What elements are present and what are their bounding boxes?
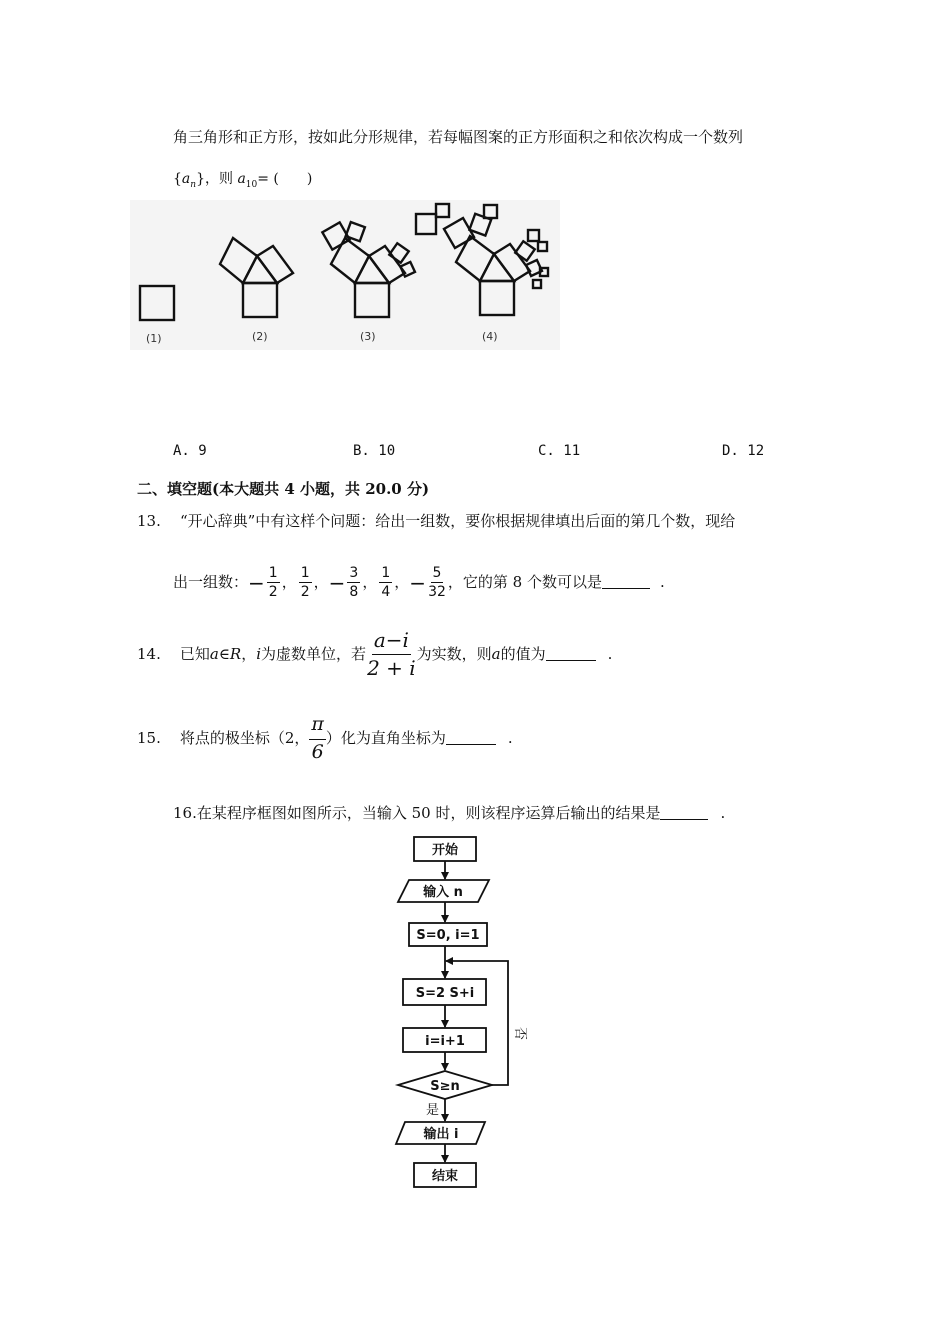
- flow-input-label: 输入 n: [423, 885, 463, 900]
- flow-end-label: 结束: [431, 1169, 459, 1184]
- q13-comma3: ，: [362, 573, 378, 591]
- q14-line: [137, 630, 612, 678]
- q14-a-in-r: a∈R: [209, 644, 242, 663]
- q13-term5-sign: −: [409, 570, 427, 595]
- q13-term5-den: 32: [428, 584, 446, 600]
- q13-term1: [267, 566, 280, 599]
- q12-a: a: [181, 171, 191, 187]
- option-c[interactable]: [538, 443, 580, 459]
- flowchart: [380, 830, 540, 1195]
- q14-frac-num: a−i: [372, 630, 411, 655]
- q15-frac-den: 6: [311, 741, 324, 763]
- q13-term2-num: 1: [300, 565, 310, 581]
- option-c-value: 11: [563, 443, 581, 459]
- section-heading: 二、填空题(本大题共 4 小题，共 20.0 分): [137, 480, 430, 498]
- q13-comma4: ，: [394, 573, 410, 591]
- q13-term5: [428, 566, 446, 599]
- q12-tail: = ( ): [257, 171, 313, 187]
- q12-brace-close: }，则: [196, 171, 238, 187]
- q15-answer-blank[interactable]: [446, 732, 496, 745]
- q14-frac-den: 2 + i: [367, 656, 416, 680]
- q14-text3: 为虚数单位，若: [261, 644, 367, 663]
- q14-text1: 已知: [179, 644, 210, 663]
- q12-line1: 角三角形和正方形，按如此分形规律，若每幅图案的正方形面积之和依次构成一个数列: [173, 128, 744, 146]
- q14-number: 14.: [137, 644, 161, 663]
- q13-term3-num: 3: [349, 565, 359, 581]
- fig-label-3: (3): [360, 330, 376, 343]
- q16-end: .: [720, 804, 726, 822]
- flow-yes-label: 是: [426, 1103, 440, 1118]
- q13-line1: [137, 514, 735, 529]
- q13-term3: [347, 566, 360, 599]
- q13-prefix: 出一组数：: [173, 573, 249, 591]
- q13-term4: [379, 566, 392, 599]
- q12-a10: a: [237, 171, 246, 187]
- q13-answer-blank[interactable]: [602, 576, 650, 589]
- q13-term1-num: 1: [268, 565, 278, 581]
- q12-brace-open: {: [173, 171, 182, 187]
- option-a[interactable]: [173, 443, 207, 459]
- option-b-value: 10: [378, 443, 396, 459]
- q13-term1-den: 2: [268, 584, 278, 600]
- q15-line: [137, 715, 513, 762]
- fig-label-1: (1): [146, 332, 162, 345]
- flow-cond-label: S≥n: [430, 1079, 460, 1094]
- q15-fraction: [309, 715, 326, 762]
- q15-frac-num: π: [309, 715, 326, 740]
- q14-i: i: [256, 644, 262, 663]
- q14-text5: 的值为: [500, 644, 546, 663]
- q15-number: 15.: [137, 729, 161, 747]
- flow-start-label: 开始: [431, 843, 459, 858]
- q12-sub10: 10: [245, 179, 258, 190]
- fig-label-4: (4): [482, 330, 498, 343]
- q13-comma5: ，: [447, 573, 463, 591]
- q13-number: 13.: [137, 512, 161, 530]
- q12-n: n: [190, 179, 197, 190]
- fig-label-2: (2): [252, 330, 268, 343]
- q13-term3-den: 8: [349, 584, 359, 600]
- q13-comma1: ，: [281, 573, 297, 591]
- q13-term4-den: 4: [381, 584, 391, 600]
- q13-end: .: [660, 573, 665, 591]
- q16-text: 16.在某程序框图如图所示，当输入 50 时，则该程序运算后输出的结果是: [173, 804, 661, 822]
- option-c-label: C.: [538, 443, 555, 459]
- option-d-label: D.: [722, 443, 739, 459]
- q16-answer-blank[interactable]: [660, 807, 708, 820]
- q14-text2: ，: [241, 644, 257, 663]
- option-b[interactable]: [353, 443, 395, 459]
- flow-init-label: S=0, i=1: [416, 928, 480, 943]
- q15-text1: 将点的极坐标（2，: [179, 729, 310, 747]
- flow-no-label: 否: [512, 1027, 527, 1041]
- q13-term3-sign: −: [328, 570, 346, 595]
- flow-output-label: 输出 i: [423, 1127, 459, 1142]
- q13-comma2: ，: [313, 573, 329, 591]
- flow-step1-label: S=2 S+i: [415, 986, 475, 1001]
- q14-a: a: [491, 644, 501, 663]
- q13-term4-num: 1: [381, 565, 391, 581]
- q12-line2: [173, 172, 312, 190]
- q14-text4: 为实数，则: [416, 644, 492, 663]
- option-d-value: 12: [747, 443, 765, 459]
- q16-line: [173, 806, 725, 821]
- q13-term2-den: 2: [300, 584, 310, 600]
- q13-term5-num: 5: [432, 565, 442, 581]
- q15-text2: ）化为直角坐标为: [325, 729, 446, 747]
- q13-suffix: 它的第 8 个数可以是: [462, 573, 602, 591]
- q15-end: .: [507, 729, 513, 747]
- q13-text: “开心辞典”中有这样个问题：给出一组数，要你根据规律填出后面的第几个数，现给: [179, 512, 736, 530]
- q13-line2: [173, 566, 665, 599]
- q13-term2: [299, 566, 312, 599]
- q14-end: .: [607, 644, 613, 663]
- q13-term1-sign: −: [248, 570, 265, 595]
- fractal-figure: [130, 200, 560, 350]
- option-d[interactable]: [722, 443, 764, 459]
- option-a-label: A.: [173, 443, 190, 459]
- flow-step2-label: i=i+1: [425, 1034, 465, 1049]
- option-a-value: 9: [198, 443, 207, 459]
- option-b-label: B.: [353, 443, 370, 459]
- q14-answer-blank[interactable]: [546, 648, 596, 661]
- q14-fraction: [367, 630, 416, 678]
